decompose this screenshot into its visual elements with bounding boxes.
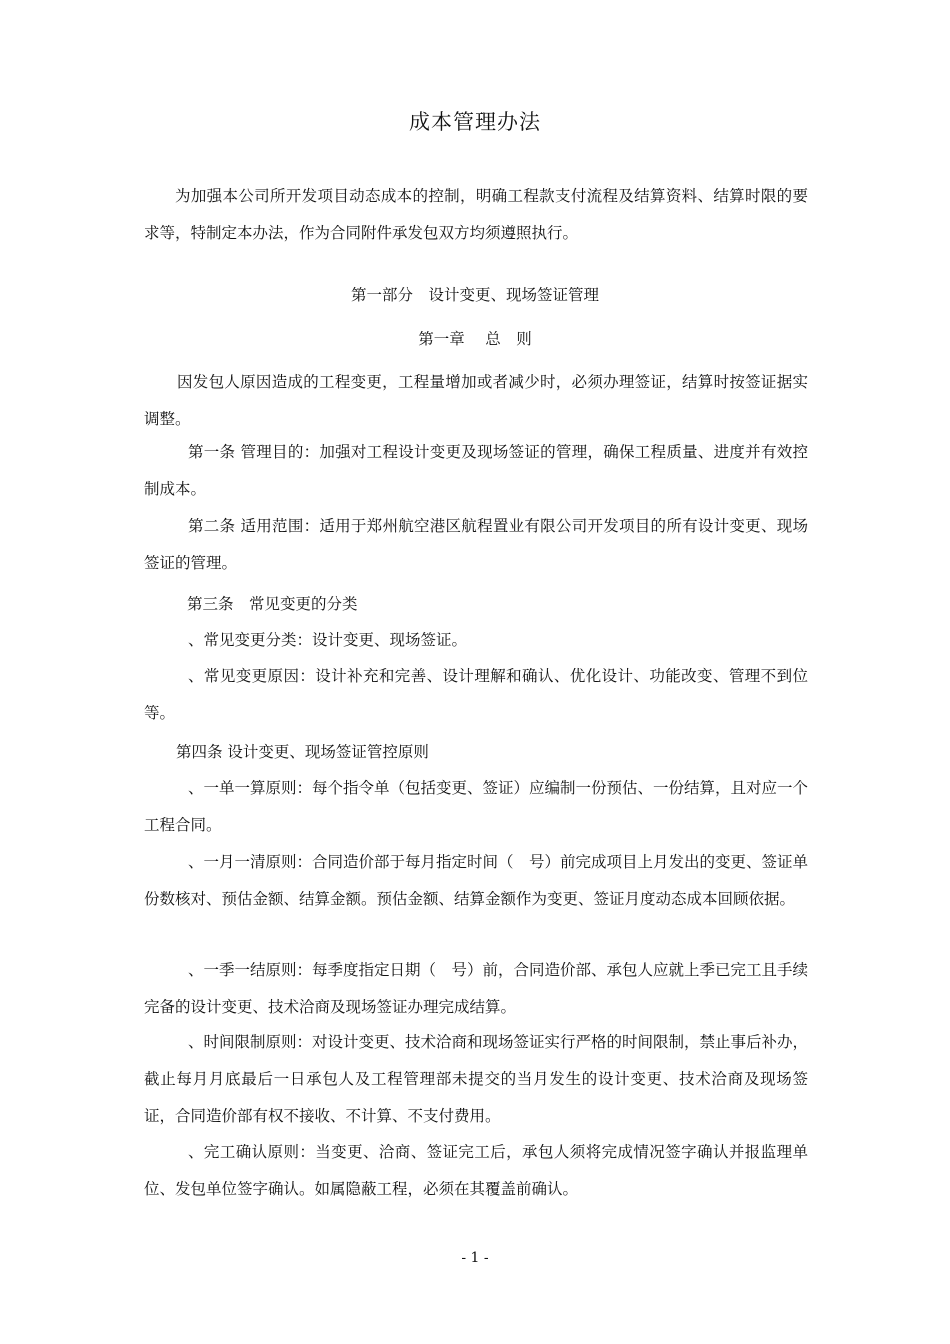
article-3-item-1: 、常见变更分类：设计变更、现场签证。 (188, 631, 468, 649)
article-4: 第四条 设计变更、现场签证管控原则 (176, 743, 429, 761)
chapter-heading: 第一章 总 则 (418, 330, 532, 348)
article-1: 第一条 管理目的：加强对工程设计变更及现场签证的管理，确保工程质量、进度并有效控制成本。 (144, 443, 808, 498)
general-paragraph: 因发包人原因造成的工程变更，工程量增加或者减少时，必须办理签证，结算时按签证据实调整。 (144, 373, 808, 428)
article-4-item-3: 、一季一结原则：每季度指定日期（ 号）前，合同造价部、承包人应就上季已完工且手续完备的设计变更、技术洽商及现场签证办理完成结算。 (144, 961, 809, 1016)
part-heading: 第一部分 设计变更、现场签证管理 (350, 286, 599, 304)
article-4-item-2: 、一月一清原则：合同造价部于每月指定时间（ 号）前完成项目上月发出的变更、签证单份数核对、预估金额、结算金额。预估金额、结算金额作为变更、签证月度动态成本回顾依据。 (144, 853, 809, 908)
article-4-item-4: 、时间限制原则：对设计变更、技术洽商和现场签证实行严格的时间限制，禁止事后补办，截止每月月底最后一日承包人及工程管理部未提交的当月发生的设计变更、技术洽商及现场签证，合同造价部有权不接收、不计算、不支付费用。 (144, 1033, 809, 1125)
article-3-item-2: 、常见变更原因：设计补充和完善、设计理解和确认、优化设计、功能改变、管理不到位等。 (144, 667, 808, 722)
intro-paragraph: 为加强本公司所开发项目动态成本的控制，明确工程款支付流程及结算资料、结算时限的要求等，特制定本办法，作为合同附件承发包双方均须遵照执行。 (144, 187, 808, 242)
article-4-item-1: 、一单一算原则：每个指令单（包括变更、签证）应编制一份预估、一份结算，且对应一个工程合同。 (144, 779, 809, 834)
page-number: - 1 - (461, 1250, 489, 1266)
article-3: 第三条 常见变更的分类 (187, 595, 358, 613)
article-4-item-5: 、完工确认原则：当变更、洽商、签证完工后，承包人须将完成情况签字确认并报监理单位、发包单位签字确认。如属隐蔽工程，必须在其覆盖前确认。 (144, 1143, 808, 1198)
document-title: 成本管理办法 (409, 110, 541, 134)
article-2: 第二条 适用范围：适用于郑州航空港区航程置业有限公司开发项目的所有设计变更、现场签证的管理。 (144, 517, 808, 572)
